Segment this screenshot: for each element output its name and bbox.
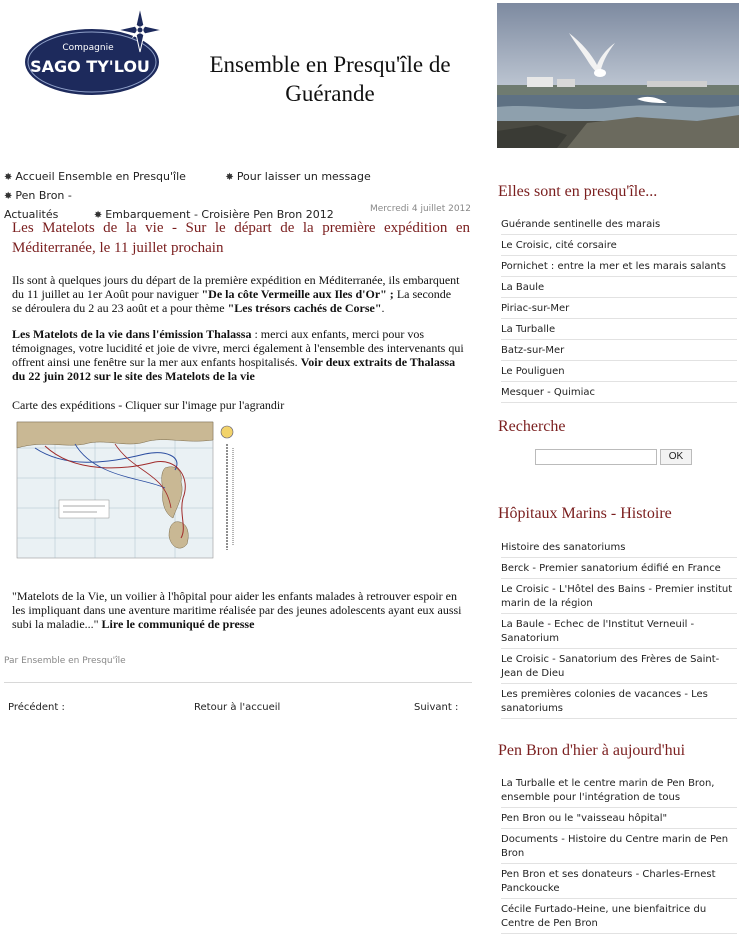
thalassa-extracts-link[interactable]: Voir deux extraits de Thalassa du 22 juin 2012 sur le site des Matelots de la vie xyxy=(12,355,456,383)
sidebar-title-pen-bron: Pen Bron d'hier à aujourd'hui xyxy=(498,742,686,759)
sidebar-item-turballe-pen-bron[interactable]: La Turballe et le centre marin de Pen Bron, ensemble pour l'intégration de tous xyxy=(501,775,737,808)
post-date: Mercredi 4 juillet 2012 xyxy=(370,204,471,214)
site-title-line1: Ensemble en Presqu'île de xyxy=(209,52,451,77)
sidebar-list-hopitaux xyxy=(501,539,737,721)
sidebar-list-pen-bron xyxy=(501,775,737,936)
logo-line2: SAGO TY'LOU xyxy=(30,57,150,76)
sidebar-item-la-turballe[interactable]: La Turballe xyxy=(501,321,737,340)
site-title-line2: Guérande xyxy=(285,81,375,106)
nav-item-pen-bron[interactable]: ✸ Pen Bron - xyxy=(4,189,72,202)
sidebar-title-search: Recherche xyxy=(498,418,566,435)
sidebar-item-documents-histoire[interactable]: Documents - Histoire du Centre marin de Pen Bron xyxy=(501,831,737,864)
press-release-link[interactable]: Lire le communiqué de presse xyxy=(101,617,255,631)
search-input[interactable] xyxy=(535,449,657,465)
logo-line1: Compagnie xyxy=(62,43,114,53)
sidebar-item-donateurs[interactable]: Pen Bron et ses donateurs - Charles-Ernest Panckoucke xyxy=(501,866,737,899)
sidebar-item-institut-verneuil[interactable]: La Baule - Echec de l'Institut Verneuil - Sanatorium xyxy=(501,616,737,649)
bullet-icon: ✸ xyxy=(4,172,13,183)
expeditions-map-image[interactable] xyxy=(15,418,241,568)
sidebar-item-piriac[interactable]: Piriac-sur-Mer xyxy=(501,300,737,319)
post-paragraph: Les Matelots de la vie dans l'émission Thalassa : merci aux enfants, merci pour vos témoignages, votre lucidité et joie de vivre, merci également à l'ensemble des intervenants qui offrent ainsi une fenêtre sur la mer aux enfants hospitalisés. Voir deux extraits de Thalassa du 22 juin 2012 sur le site des Matelots de la vie xyxy=(12,327,464,383)
sidebar-item-batz[interactable]: Batz-sur-Mer xyxy=(501,342,737,361)
bullet-icon: ✸ xyxy=(4,191,13,202)
post-title[interactable]: Les Matelots de la vie - Sur le départ de la première expédition en Méditerranée, le 11 juillet prochain xyxy=(12,220,470,256)
nav-item-actualites[interactable]: Actualités xyxy=(4,208,59,221)
sidebar-list-presquile xyxy=(501,216,737,405)
site-logo[interactable] xyxy=(22,8,170,100)
map-caption: Carte des expéditions - Cliquer sur l'image pur l'agrandir xyxy=(12,398,285,412)
site-title[interactable] xyxy=(180,50,480,108)
sidebar-item-hotel-des-bains[interactable]: Le Croisic - L'Hôtel des Bains - Premier institut marin de la région xyxy=(501,581,737,614)
post-paragraph: Ils sont à quelques jours du départ de la première expédition en Méditerranée, ils embarquent du 11 juillet au 1er Août pour naviguer "De la côte Vermeille aux Iles d'Or" ; La seconde se déroulera du 2 au 23 août et a pour thème "Les trésors cachés de Corse". xyxy=(12,273,460,315)
post-author[interactable]: Par Ensemble en Presqu'île xyxy=(4,656,126,666)
nav-item-accueil[interactable]: ✸ Accueil Ensemble en Presqu'île xyxy=(4,170,186,183)
sidebar-item-pornichet[interactable]: Pornichet : entre la mer et les marais salants xyxy=(501,258,737,277)
pager-previous[interactable]: Précédent : xyxy=(8,702,65,713)
divider xyxy=(4,682,472,683)
post-paragraph: "Matelots de la Vie, un voilier à l'hôpital pour aider les enfants malades à retrouver espoir en les impliquant dans une aventure maritime réalisée par des jeunes adolescents ayant eux aussi subi la maladie..." Lire le communiqué de presse xyxy=(12,589,462,631)
nav-item-embarquement[interactable]: ✸ Embarquement - Croisière Pen Bron 2012 xyxy=(93,208,334,221)
nav-item-message[interactable]: ✸ Pour laisser un message xyxy=(225,170,371,183)
search-ok-button[interactable]: OK xyxy=(660,449,692,465)
sidebar-item-saint-jean-de-dieu[interactable]: Le Croisic - Sanatorium des Frères de Saint-Jean de Dieu xyxy=(501,651,737,684)
sidebar-item-histoire-sanatoriums[interactable]: Histoire des sanatoriums xyxy=(501,539,737,558)
sidebar-item-mesquer[interactable]: Mesquer - Quimiac xyxy=(501,384,737,403)
header-photo xyxy=(497,3,739,148)
sidebar-title-presquile: Elles sont en presqu'île... xyxy=(498,183,658,200)
sidebar-title-hopitaux: Hôpitaux Marins - Histoire xyxy=(498,505,672,522)
main-nav xyxy=(4,168,474,225)
sidebar-item-furtado-heine[interactable]: Cécile Furtado-Heine, une bienfaitrice du Centre de Pen Bron xyxy=(501,901,737,934)
sidebar-item-guerande[interactable]: Guérande sentinelle des marais xyxy=(501,216,737,235)
sidebar-item-le-pouliguen[interactable]: Le Pouliguen xyxy=(501,363,737,382)
pager-next[interactable]: Suivant : xyxy=(414,702,459,713)
thalassa-link[interactable]: Les Matelots de la vie dans l'émission Thalassa xyxy=(12,327,252,341)
sidebar-item-colonies-vacances[interactable]: Les premières colonies de vacances - Les sanatoriums xyxy=(501,686,737,719)
sidebar-item-le-croisic[interactable]: Le Croisic, cité corsaire xyxy=(501,237,737,256)
sidebar-item-berck[interactable]: Berck - Premier sanatorium édifié en France xyxy=(501,560,737,579)
bullet-icon: ✸ xyxy=(93,210,103,221)
sidebar-item-la-baule[interactable]: La Baule xyxy=(501,279,737,298)
bullet-icon: ✸ xyxy=(225,172,234,183)
pager-home-link[interactable]: Retour à l'accueil xyxy=(194,702,281,713)
sidebar-item-vaisseau-hopital[interactable]: Pen Bron ou le "vaisseau hôpital" xyxy=(501,810,737,829)
